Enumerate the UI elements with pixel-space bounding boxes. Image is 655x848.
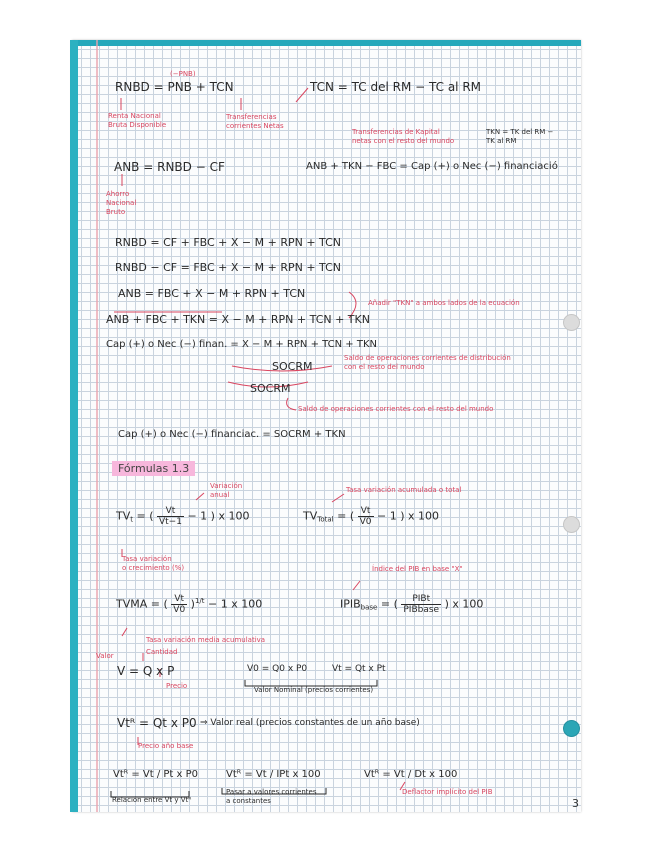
add-tkn-note: Añadir "TKN" a ambos lados de la ecuación [368,299,520,307]
tvma-formula: TVMA = ( $\frac{Vt}{V0}$ )$^{1/t}$ − 1 x 100 [116,594,263,615]
anb-definition: ANB = RNBD − CF [114,160,225,174]
deflactor-note: Deflactor implícito del PIB [402,788,493,796]
anb-expanded: ANB = FBC + X − M + RPN + TCN [118,287,306,300]
anb-tkn-equation: ANB + FBC + TKN = X − M + RPN + TCN + TKN [106,313,370,326]
variacion-anual-note: Variación anual [210,482,243,499]
real-value-equation: Vtᴿ = Qt x P0 [117,716,197,730]
pnb-note: (−PNB) [170,70,196,78]
precio-base-note: Precio año base [138,742,194,750]
anb-note: Ahorro Nacional Bruto [106,190,137,216]
cap-nec-equation: Cap (+) o Nec (−) finan. = X − M + RPN + TCN + TKN [106,339,377,350]
cantidad-note: Cantidad [146,648,178,656]
value-equation: V = Q x P [117,664,175,678]
precio-note: Precio [166,682,188,690]
v0-equation: V0 = Q0 x P0 [247,664,308,674]
valor-note: Valor [96,652,114,660]
tkn-definition-note: TKN = TK del RM − TK al RM [486,128,554,145]
relation-formula-3: Vtᴿ = Vt / Dt x 100 [364,769,458,780]
indice-pib-note: Índice del PIB en base "X" [372,565,463,573]
relation-note: Relación entre Vt y Vtᴿ [112,796,192,804]
tasa-crecimiento-note: Tasa variación o crecimiento (%) [122,555,185,572]
ipib-formula: $IPIB_{base}$ = ( $\frac{\text{PIBt}}{\text{PIBbase}}$ ) x 100 [340,594,484,615]
vt-equation: Vt = Qt x Pt [332,664,386,674]
page-number: 3 [572,797,579,810]
tkn-note: Transferencias de Kapital netas con el resto del mundo [352,128,455,145]
valor-nominal-note: Valor Nominal (precios corrientes) [254,686,374,694]
rnbd-definition: RNBD = PNB + TCN [115,80,234,94]
cap-final-equation: Cap (+) o Nec (−) financiac. = SOCRM + TKN [118,429,346,440]
rnbd-expanded: RNBD = CF + FBC + X − M + RPN + TCN [115,236,342,249]
tcn-note: Transferencias corrientes Netas [226,113,284,130]
tv-total-formula: $TV_{Total}$ = ( $\frac{Vt}{V0}$ − 1 ) x 100 [303,506,439,527]
convert-note: Pasar a valores corrientes a constantes [226,788,317,805]
tasa-media-note: Tasa variación media acumulativa [146,636,266,644]
tasa-total-note: Tasa variación acumulada o total [346,486,462,494]
socrm-label-2: SOCRM [250,382,291,395]
section-heading: Fórmulas 1.3 [112,461,195,476]
rnbd-minus-cf: RNBD − CF = FBC + X − M + RPN + TCN [115,261,342,274]
saldo-corrientes-note: Saldo de operaciones corrientes con el resto del mundo [298,405,494,413]
tv-formula: $TV_t$ = ( $\frac{Vt}{Vt-1}$ − 1 ) x 100 [116,506,250,527]
socrm-label: SOCRM [272,360,313,373]
relation-formula-1: Vtᴿ = Vt / Pt x P0 [113,769,198,780]
relation-formula-2: Vtᴿ = Vt / IPt x 100 [226,769,321,780]
saldo-distribucion-note: Saldo de operaciones corrientes de distribución con el resto del mundo [344,354,511,371]
tcn-definition: TCN = TC del RM − TC al RM [310,80,482,94]
real-value-note: ⇒ Valor real (precios constantes de un año base) [200,718,420,728]
rnbd-note: Renta Nacional Bruta Disponible [108,112,167,129]
anb-balance: ANB + TKN − FBC = Cap (+) o Nec (−) financiació [306,161,558,172]
